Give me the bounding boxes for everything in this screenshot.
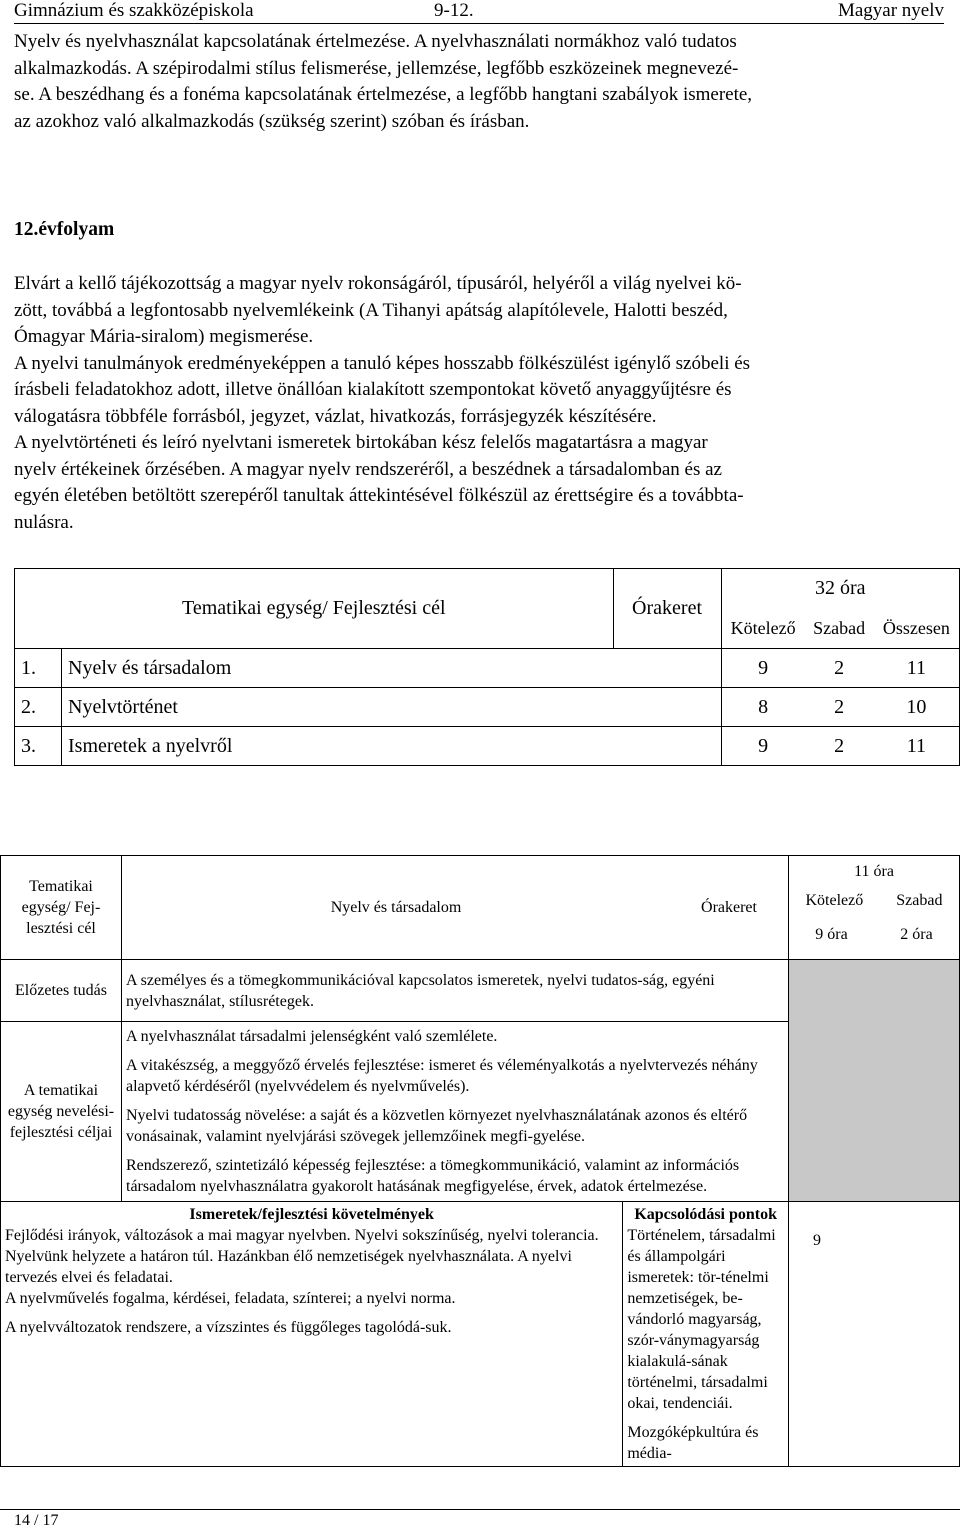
- row-free: 2: [805, 649, 874, 688]
- unit-hours-label: Órakeret: [670, 856, 789, 960]
- goal-item: A vitakészség, a meggyőző érvelés fejlesztése: ismeret és véleményalkotás a nyelvtervezés néhány alapvető kérdéséről (nyelvvédelem és nyelvművelés).: [126, 1057, 758, 1095]
- page-number: 14 / 17: [14, 1512, 59, 1529]
- row-required: 8: [721, 688, 805, 727]
- body-line: nyelv értékeinek őrzésében. A magyar nyelv rendszeréről, a beszédnek a társadalomban és az: [14, 458, 722, 480]
- unit-name: Nyelv és társadalom: [122, 856, 671, 960]
- requirements-text: Fejlődési irányok, változások a mai magyar nyelvben. Nyelvi sokszínűség, nyelvi tolerancia. Nyelvünk helyzete a határon túl. Hazánkban élő nemzetiségek nyelvhasználata. A nyelvi tervezés elvei és feladatai.: [5, 1227, 599, 1286]
- body-line: írásbeli feladatokhoz adott, illetve önállóan kialakított szempontokat követő anyaggyűjtésre és: [14, 379, 732, 400]
- links-header: Kapcsolódási pontok: [634, 1206, 778, 1223]
- body-line: A nyelvi tanulmányok eredményeképpen a tanuló képes hosszabb fölkészülést igénylő szóbeli és: [14, 352, 751, 374]
- unit-label: Tematikai egység/ Fej-lesztési cél: [1, 856, 122, 960]
- goals-list: [122, 1022, 789, 1202]
- table1-header-free: Szabad: [805, 609, 874, 649]
- row-sum: 11: [874, 649, 960, 688]
- unit-hours-box: [789, 856, 960, 960]
- body-line: nulásra.: [14, 511, 74, 533]
- links-text: Történelem, társadalmi és állampolgári ismeretek: tör-ténelmi nemzetiségek, be-vándorló magyarság, szór-ványmagyarság kialakulá-sának történelmi, társadalmi okai, tendenciái.: [627, 1227, 776, 1412]
- grade-heading: 12.évfolyam: [14, 219, 115, 240]
- page-header: [14, 0, 944, 22]
- thematic-unit-table: [0, 855, 960, 1467]
- unit-free-label: Szabad: [896, 892, 943, 909]
- goal-item: Nyelvi tudatosság növelése: a saját és a közvetlen környezet nyelvhasználatának azonos és eltérő vonásainak, valamint nyelvjárási szövegek jellemzőinek megfi-gyelése.: [126, 1107, 748, 1145]
- row-required: 9: [721, 649, 805, 688]
- table1-header-hours: Órakeret: [613, 569, 721, 649]
- table-row: [15, 688, 960, 727]
- body-line: A nyelvtörténeti és leíró nyelvtani ismeretek birtokában kész felelős magatartásra a magyar: [14, 432, 708, 453]
- goal-item: A nyelvhasználat társadalmi jelenségként való szemlélete.: [126, 1028, 498, 1045]
- body-line: válogatásra többféle forrásból, jegyzet, vázlat, hivatkozás, forrásjegyzék készítésére.: [14, 405, 657, 427]
- row-free: 2: [805, 727, 874, 766]
- row-name: Nyelv és társadalom: [62, 649, 722, 688]
- goals-label: A tematikai egység nevelési-fejlesztési céljai: [1, 1022, 122, 1202]
- row-number: 1.: [15, 649, 62, 688]
- header-grades: 9-12.: [434, 0, 474, 21]
- unit-free-hours: 2 óra: [900, 926, 933, 943]
- table1-header-total: 32 óra: [721, 569, 959, 609]
- intro-paragraph: [14, 29, 944, 135]
- requirements-text: A nyelvváltozatok rendszere, a vízszintes és függőleges tagolódá-suk.: [5, 1319, 452, 1336]
- prior-knowledge-label: Előzetes tudás: [1, 960, 122, 1022]
- row-number: 3.: [15, 727, 62, 766]
- links-cell: [623, 1202, 789, 1467]
- requirements-text: A nyelvművelés fogalma, kérdései, feladata, színterei; a nyelvi norma.: [5, 1290, 456, 1307]
- table-row: [15, 727, 960, 766]
- unit-required-hours: 9 óra: [815, 926, 848, 943]
- row-required: 9: [721, 727, 805, 766]
- row-number: 2.: [15, 688, 62, 727]
- body-line: Elvárt a kellő tájékozottság a magyar nyelv rokonságáról, típusáról, helyéről a világ nyelvei kö-: [14, 273, 742, 294]
- prior-knowledge-text: A személyes és a tömegkommunikációval kapcsolatos ismeretek, nyelvi tudatos-ság, egyéni nyelvhasználat, stílusrétegek.: [122, 960, 789, 1022]
- links-text: Mozgóképkultúra és média-: [627, 1424, 759, 1462]
- table1-header-required: Kötelező: [721, 609, 805, 649]
- intro-line: Nyelv és nyelvhasználat kapcsolatának értelmezése. A nyelvhasználati normákhoz való tudatos: [14, 31, 737, 52]
- goal-item: Rendszerező, szintetizáló képesség fejlesztése: a tömegkommunikáció, valamint az információs társadalom nyelvhasználatra gyakorolt hatásának megfigyelése, érvek, adatok értelmezése.: [126, 1157, 740, 1195]
- requirements-header: Ismeretek/fejlesztési követelmények: [189, 1206, 434, 1223]
- body-line: Ómagyar Mária-siralom) megismerése.: [14, 326, 314, 347]
- header-school: Gimnázium és szakközépiskola: [14, 0, 254, 21]
- header-divider: [14, 23, 944, 24]
- row-sum: 10: [874, 688, 960, 727]
- grade-description: [14, 271, 944, 536]
- intro-line: az azokhoz való alkalmazkodás (szükség szerint) szóban és írásban.: [14, 110, 530, 132]
- row-name: Nyelvtörténet: [62, 688, 722, 727]
- unit-required-label: Kötelező: [805, 892, 864, 909]
- row-sum: 11: [874, 727, 960, 766]
- body-line: zött, továbbá a legfontosabb nyelvemlékeink (A Tihanyi apátság alapítólevele, Halotti beszéd,: [14, 299, 728, 321]
- row-name: Ismeretek a nyelvről: [62, 727, 722, 766]
- table-row: [15, 649, 960, 688]
- hours-col: 9: [789, 1202, 960, 1467]
- intro-line: se. A beszédhang és a fonéma kapcsolatának értelmezése, a legfőbb hangtani szabályok ismerete,: [14, 84, 753, 105]
- requirements-cell: [1, 1202, 623, 1467]
- body-line: egyén életében betöltött szerepéről tanultak áttekintésével fölkészül az érettségire és a továbbta-: [14, 485, 744, 506]
- footer-divider: [0, 1509, 960, 1510]
- row-free: 2: [805, 688, 874, 727]
- table1-header-title: Tematikai egység/ Fejlesztési cél: [15, 569, 614, 649]
- hours-overview-table: [14, 568, 960, 766]
- header-subject: Magyar nyelv: [837, 0, 944, 21]
- unit-total-hours: 11 óra: [854, 863, 894, 880]
- table1-header-sum: Összesen: [874, 609, 960, 649]
- intro-line: alkalmazkodás. A szépirodalmi stílus felismerése, jellemzése, legfőbb eszközeinek megnevezé-: [14, 57, 739, 79]
- gray-cell: [789, 960, 960, 1202]
